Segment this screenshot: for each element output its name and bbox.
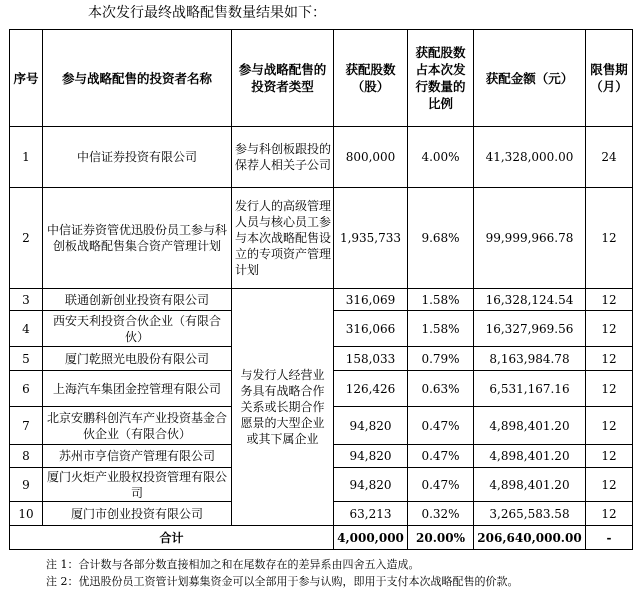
- lock-cell: 12: [586, 407, 633, 445]
- shares-cell: 316,066: [334, 311, 408, 347]
- header-investor-name: 参与战略配售的投资者名称: [43, 30, 232, 127]
- investor-name-cell: 厦门乾照光电股份有限公司: [43, 347, 232, 371]
- shares-cell: 316,069: [334, 289, 408, 311]
- investor-name-cell: 联通创新创业投资有限公司: [43, 289, 232, 311]
- ratio-cell: 0.32%: [408, 502, 474, 526]
- lock-cell: 12: [586, 445, 633, 468]
- lock-cell: 12: [586, 311, 633, 347]
- amount-cell: 4,898,401.20: [474, 468, 586, 502]
- seq-cell: 2: [10, 188, 43, 289]
- seq-cell: 6: [10, 371, 43, 407]
- total-shares: 4,000,000: [334, 526, 408, 550]
- investor-type-cell: 发行人的高级管理人员与核心员工参与本次战略配售设立的专项资产管理计划: [232, 188, 334, 289]
- amount-cell: 3,265,583.58: [474, 502, 586, 526]
- amount-cell: 8,163,984.78: [474, 347, 586, 371]
- total-lock: -: [586, 526, 633, 550]
- ratio-cell: 0.47%: [408, 445, 474, 468]
- shares-cell: 126,426: [334, 371, 408, 407]
- seq-cell: 4: [10, 311, 43, 347]
- header-amount: 获配金额（元）: [474, 30, 586, 127]
- amount-cell: 6,531,167.16: [474, 371, 586, 407]
- header-lock-period: 限售期（月）: [586, 30, 633, 127]
- lock-cell: 12: [586, 289, 633, 311]
- investor-type-cell: 参与科创板跟投的保荐人相关子公司: [232, 127, 334, 188]
- ratio-cell: 0.47%: [408, 468, 474, 502]
- ratio-cell: 1.58%: [408, 289, 474, 311]
- investor-name-cell: 中信证券投资有限公司: [43, 127, 232, 188]
- lock-cell: 12: [586, 188, 633, 289]
- table-row: [10, 188, 633, 289]
- total-row: [10, 526, 633, 550]
- lock-cell: 12: [586, 468, 633, 502]
- shares-cell: 1,935,733: [334, 188, 408, 289]
- seq-cell: 1: [10, 127, 43, 188]
- ratio-cell: 0.47%: [408, 407, 474, 445]
- total-ratio: 20.00%: [408, 526, 474, 550]
- shares-cell: 800,000: [334, 127, 408, 188]
- ratio-cell: 1.58%: [408, 311, 474, 347]
- shares-cell: 94,820: [334, 407, 408, 445]
- footnote-1: 注 1：合计数与各部分数直接相加之和在尾数存在的差异系由四舍五入造成。: [46, 558, 420, 571]
- header-ratio: 获配股数占本次发行数量的比例: [408, 30, 474, 127]
- seq-cell: 5: [10, 347, 43, 371]
- investor-name-cell: 苏州市亨信资产管理有限公司: [43, 445, 232, 468]
- total-label: 合计: [10, 526, 334, 550]
- lock-cell: 12: [586, 347, 633, 371]
- amount-cell: 4,898,401.20: [474, 445, 586, 468]
- header-seq: 序号: [10, 30, 43, 127]
- table-row: [10, 289, 633, 311]
- header-investor-type: 参与战略配售的投资者类型: [232, 30, 334, 127]
- investor-name-cell: 厦门市创业投资有限公司: [43, 502, 232, 526]
- ratio-cell: 0.63%: [408, 371, 474, 407]
- investor-type-merged-cell: 与发行人经营业务具有战略合作关系或长期合作愿景的大型企业或其下属企业: [232, 289, 334, 526]
- lock-cell: 24: [586, 127, 633, 188]
- investor-name-cell: 中信证券资管优迅股份员工参与科创板战略配售集合资产管理计划: [43, 188, 232, 289]
- investor-name-cell: 上海汽车集团金控管理有限公司: [43, 371, 232, 407]
- shares-cell: 158,033: [334, 347, 408, 371]
- seq-cell: 10: [10, 502, 43, 526]
- amount-cell: 4,898,401.20: [474, 407, 586, 445]
- amount-cell: 16,327,969.56: [474, 311, 586, 347]
- shares-cell: 94,820: [334, 445, 408, 468]
- strategic-placement-table: [9, 29, 633, 550]
- ratio-cell: 0.79%: [408, 347, 474, 371]
- lock-cell: 12: [586, 502, 633, 526]
- footnote-2: 注 2：优迅股份员工资管计划募集资金可以全部用于参与认购，即用于支付本次战略配售的价款。: [46, 575, 519, 588]
- total-amount: 206,640,000.00: [474, 526, 586, 550]
- intro-text: 本次发行最终战略配售数量结果如下：: [88, 5, 326, 21]
- seq-cell: 8: [10, 445, 43, 468]
- seq-cell: 3: [10, 289, 43, 311]
- investor-name-cell: 西安天利投资合伙企业（有限合伙）: [43, 311, 232, 347]
- table-row: [10, 127, 633, 188]
- investor-name-cell: 北京安鹏科创汽车产业投资基金合伙企业（有限合伙）: [43, 407, 232, 445]
- seq-cell: 9: [10, 468, 43, 502]
- footnotes: [46, 556, 519, 590]
- header-shares: 获配股数（股）: [334, 30, 408, 127]
- lock-cell: 12: [586, 371, 633, 407]
- ratio-cell: 4.00%: [408, 127, 474, 188]
- header-row: [10, 30, 633, 127]
- shares-cell: 63,213: [334, 502, 408, 526]
- seq-cell: 7: [10, 407, 43, 445]
- amount-cell: 16,328,124.54: [474, 289, 586, 311]
- investor-name-cell: 厦门火炬产业股权投资管理有限公司: [43, 468, 232, 502]
- shares-cell: 94,820: [334, 468, 408, 502]
- ratio-cell: 9.68%: [408, 188, 474, 289]
- amount-cell: 99,999,966.78: [474, 188, 586, 289]
- amount-cell: 41,328,000.00: [474, 127, 586, 188]
